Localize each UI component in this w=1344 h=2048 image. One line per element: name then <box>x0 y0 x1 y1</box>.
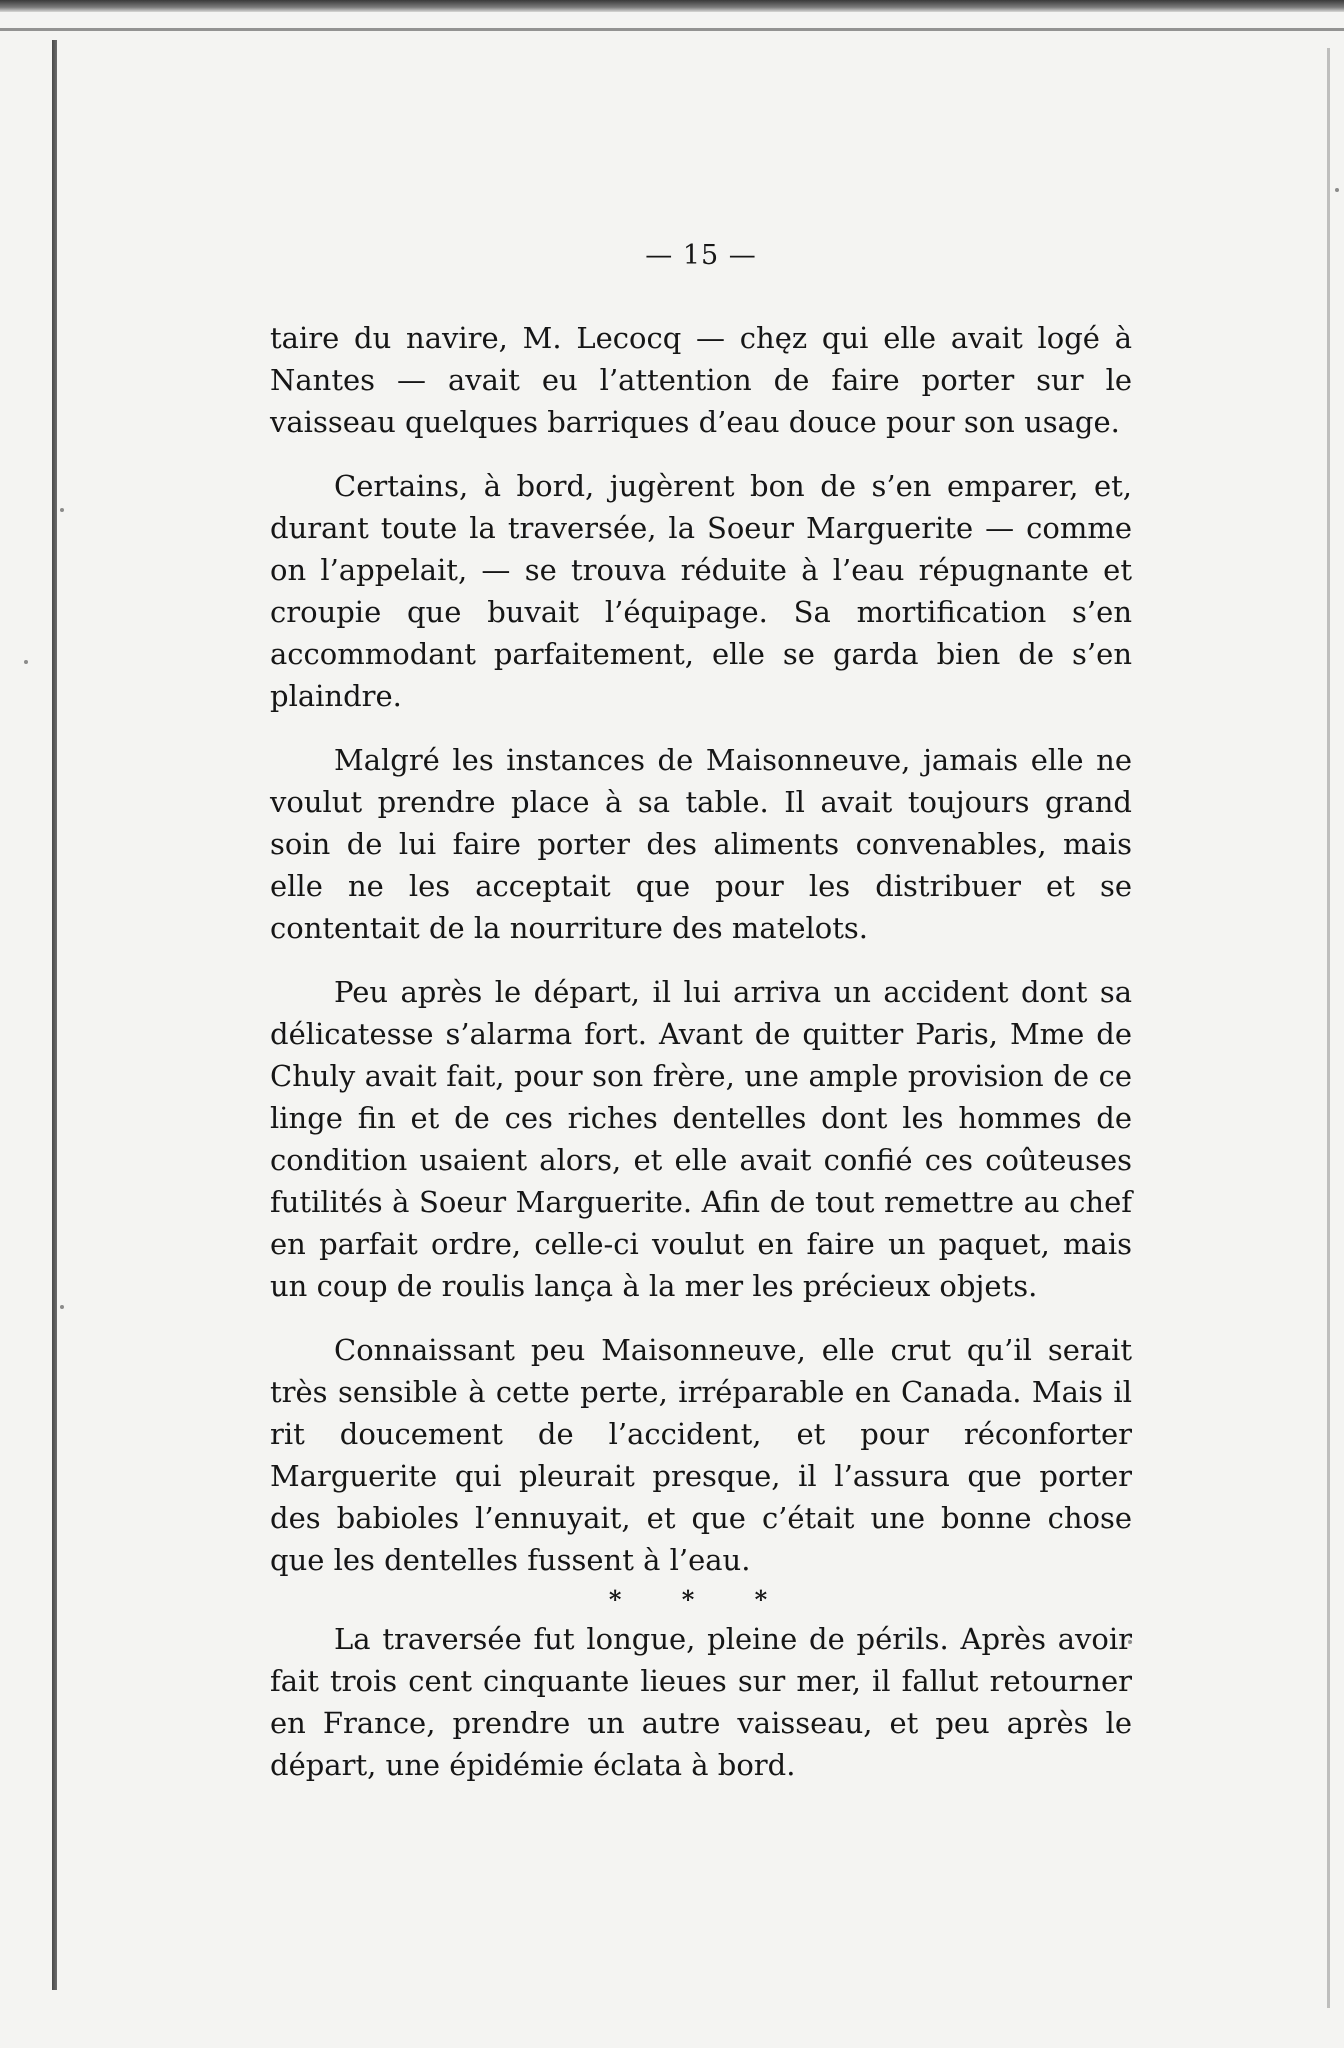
scan-speck <box>1335 188 1339 192</box>
scan-speck <box>60 508 64 512</box>
paragraph-connaissant: Connaissant peu Maisonneuve, elle crut qu’il serait très sensible à cette perte, irréparable en Canada. Mais il rit doucement de l’accident, et pour réconforter Marguerite qui pleurait presque, il l’assura que porter des babioles l’ennuyait, et que c’était une bonne chose que les dentelles fussent à l’eau. <box>270 1333 1132 1577</box>
section-separator: * * * <box>608 1585 794 1614</box>
document-page <box>270 240 1132 1786</box>
scan-top-border <box>0 0 1344 12</box>
paragraph-accident: Peu après le départ, il lui arriva un accident dont sa délicatesse s’alarma fort. Avant de quitter Paris, Mme de Chuly avait fait, pour son frère, une ample provision de ce linge fin et de ces riches dentelles dont les hommes de condition usaient alors, et elle avait confié ces coûteuses futilités à Soeur Marguerite. Afin de tout remettre au chef en parfait ordre, celle-ci voulut en faire un paquet, mais un coup de roulis lança à la mer les précieux objets. <box>270 975 1132 1303</box>
page-number: — 15 — <box>645 240 757 271</box>
scan-speck <box>60 1305 64 1309</box>
scan-top-rule <box>0 28 1344 31</box>
paragraph-continuation: taire du navire, M. Lecocq — chęz qui elle avait logé à Nantes — avait eu l’attention de faire porter sur le vaisseau quelques barriques d’eau douce pour son usage. <box>270 321 1132 439</box>
book-binding-edge <box>52 40 57 1990</box>
scan-speck <box>24 660 28 664</box>
paragraph-certains: Certains, à bord, jugèrent bon de s’en emparer, et, durant toute la traversée, la Soeur Marguerite — comme on l’appelait, — se trouva réduite à l’eau répugnante et croupie que buvait l’équipage. Sa mortification s’en accommodant parfaitement, elle se garda bien de s’en plaindre. <box>270 469 1132 713</box>
page-right-edge <box>1327 48 1330 2008</box>
paragraph-traversee: La traversée fut longue, pleine de périls. Après avoir fait trois cent cinquante lieues sur mer, il fallut retourner en France, prendre un autre vaisseau, et peu après le départ, une épidémie éclata à bord. <box>270 1622 1132 1782</box>
paragraph-malgre: Malgré les instances de Maisonneuve, jamais elle ne voulut prendre place à sa table. Il avait toujours grand soin de lui faire porter des aliments convenables, mais elle ne les acceptait que pour les distribuer et se contentait de la nourriture des matelots. <box>270 743 1132 945</box>
